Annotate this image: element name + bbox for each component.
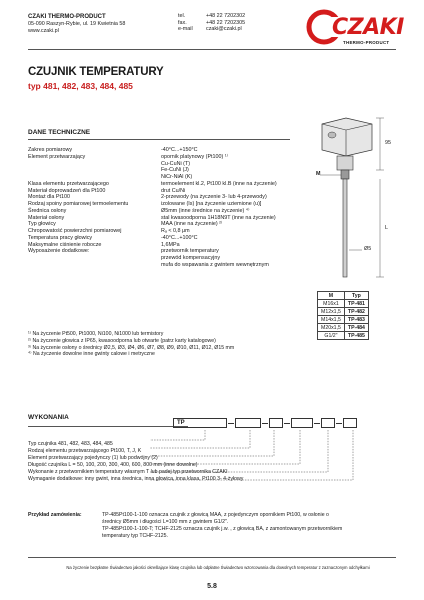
spec-row: Element przetwarzający opornik platynowy (Pt100) ¹⁾	[28, 153, 228, 160]
spec-row: Fe-CuNi (J)	[161, 167, 189, 174]
spec-row: Średnica osłony Ø5mm (inne średnice na życzenie) ⁴⁾	[28, 207, 250, 214]
logo-subtitle: THERMO-PRODUCT	[343, 40, 390, 45]
spec-row: Klasa elementu przetwarzającego termoelement kl.2, Pt100 kl.B (inne na życzenie)	[28, 180, 277, 187]
example-line: TP-485Pt100-1-100 oznacza czujnik z głowicą MAA, z pojedynczym opornikiem Pt100, w osłonie o	[102, 512, 329, 518]
spec-row: Rodzaj spoiny pomiarowej termoelementu izolowane (Is) [na życzenie uziemione (u)]	[28, 201, 262, 207]
table-row: G1/2" TP-485	[318, 332, 369, 340]
spec-row: Typ głowicy MAA (inne na życzenie) ²⁾	[28, 221, 223, 228]
note-4: ⁴⁾ Na życzenie dowolne inne gwinty calowe i metryczne	[28, 351, 155, 358]
wykonania-underline	[28, 426, 188, 427]
spec-row: Montaż dla Pt100 2-przewody (na życzenie 3- lub 4-przewody)	[28, 194, 267, 201]
table-header: Typ	[344, 292, 368, 300]
code-box-element	[235, 418, 261, 428]
footer-note: Na życzenie bezpłatne Świadectwo jakości określające klasę czujnika lub odpłatne Świadectwo wzorcowania dla dowolnych temperatur z zaznaczonym odchyłkami	[66, 565, 370, 570]
wykonanie-item: Element przetwarzający pojedynczy (1) lub podwójny (2)	[28, 455, 158, 461]
tech-underline	[28, 139, 290, 140]
spec-row: Maksymalne ciśnienie robocze 1,6MPa	[28, 241, 180, 248]
example-label: Przykład zamówienia:	[28, 512, 82, 518]
spec-row: mufa do wspawania z gwintem wewnętrznym	[161, 261, 269, 268]
code-box-type: TP	[173, 418, 227, 428]
example-line: temperatury typ TCHF-2125.	[102, 533, 168, 539]
tech-heading: DANE TECHNICZNE	[28, 129, 91, 136]
wykonania-list	[28, 441, 408, 483]
email-value[interactable]: czaki@czaki.pl	[206, 26, 242, 33]
order-example	[28, 512, 408, 540]
footer-divider	[28, 557, 396, 558]
czaki-logo	[306, 9, 404, 49]
contact-block	[178, 13, 288, 33]
note-1: ¹⁾ Na życzenie Pt500, Pt1000, Ni100, Ni1000 lub termistory	[28, 331, 164, 337]
page-subtitle: typ 481, 482, 483, 484, 485	[28, 81, 133, 91]
table-row: M12x1,5 TP-482	[318, 308, 369, 316]
order-code-template	[173, 418, 357, 428]
company-name: CZAKI THERMO-PRODUCT	[28, 14, 106, 20]
dim-m-label: M	[316, 171, 321, 177]
dim-d-label: Ø5	[364, 246, 372, 252]
table-row: M14x1,5 TP-483	[318, 316, 369, 324]
spec-row: Cu-CuNi (T)	[161, 160, 191, 167]
dim-l-label: L	[385, 225, 388, 231]
notes	[28, 331, 318, 358]
spec-list	[28, 147, 328, 269]
spec-row: Wyposażenie dodatkowe: przetwornik temperatury	[28, 248, 219, 255]
code-box-extra	[343, 418, 357, 428]
tel-value: +48 22 7202302	[206, 13, 246, 19]
page-number: 5.8	[207, 583, 217, 590]
table-row: M20x1,5 TP-484	[318, 324, 369, 332]
type-table	[317, 291, 369, 340]
example-line: średnicy Ø5mm i długości L=100 mm z gwintem G1/2".	[102, 519, 229, 525]
note-3: ³⁾ Na życzenie osłony o średnicy Ø2,5, Ø3, Ø4, Ø6, Ø7, Ø8, Ø9, Ø10, Ø11, Ø12, Ø15 mm	[28, 344, 235, 351]
page-title: CZUJNIK TEMPERATURY	[28, 66, 164, 78]
wykonanie-item: Wymaganie dodatkowe: inny gwint, inna średnica, inna głowica, inna klasa, Pt100 3- 4-żyłowy	[28, 476, 244, 482]
wykonanie-item: Rodzaj elementu przetwarzającego Pt100, T, J, K	[28, 448, 142, 454]
company-address: 05-090 Raszyn-Rybie, ul. 19 Kwietnia 58	[28, 21, 126, 27]
code-box-count	[269, 418, 283, 428]
spec-row: Chropowatość powierzchni pomiarowej Rₐ < 0,8 μm	[28, 228, 190, 234]
email-label: e-mail	[178, 26, 193, 33]
dim-h-label: 95	[385, 140, 391, 146]
code-box-length	[291, 418, 313, 428]
wykonanie-item: Wykonanie z przetwornikiem temperatury własnym T lub padej typ przetwornika CZAKI	[28, 469, 228, 475]
wykonanie-item: Typ czujnika 481, 482, 483, 484, 485	[28, 441, 113, 447]
company-web[interactable]: www.czaki.pl	[28, 27, 59, 34]
tel-label: tel.	[178, 13, 186, 19]
fax-value: +48 22 7202305	[206, 19, 246, 26]
spec-row: przewód kompensacyjny	[161, 255, 221, 261]
wykonanie-item: Długość czujnika L = 50, 100, 200, 300, 400, 600, 800 mm (inne dowolne)	[28, 462, 198, 468]
company-block	[28, 13, 188, 34]
note-2: ²⁾ Na życzenie głowica z IP65, kwasoodporna lub otwarte (patrz karty katalogowe)	[28, 337, 216, 344]
spec-row: NiCr-NiAl (K)	[161, 174, 193, 180]
spec-row: Materiał osłony stal kwasoodporna 1H18N9T (inne na życzenie)	[28, 214, 276, 221]
spec-row: Temperatura pracy głowicy -40°C...+100°C	[28, 234, 198, 241]
example-line: TP-485Pt100-1-100-T; TCHF-2125 oznacza czujnik j.w. , z głowicą BA, z zamontowanym przetwornikiem	[102, 526, 343, 532]
table-header: M	[318, 292, 345, 300]
fax-label: fax.	[178, 19, 187, 26]
wykonania-heading: WYKONANIA	[28, 414, 69, 421]
spec-row: Zakres pomiarowy -40°C...+150°C	[28, 147, 198, 153]
table-row: M16x1 TP-481	[318, 300, 369, 308]
spec-row: Materiał doprowadzeń dla Pt100 drut Cu/Ni	[28, 187, 186, 194]
logo-wordmark: CZAKI	[332, 15, 404, 40]
header-divider	[28, 49, 396, 50]
sensor-drawing	[290, 110, 400, 290]
code-box-transmitter	[321, 418, 335, 428]
